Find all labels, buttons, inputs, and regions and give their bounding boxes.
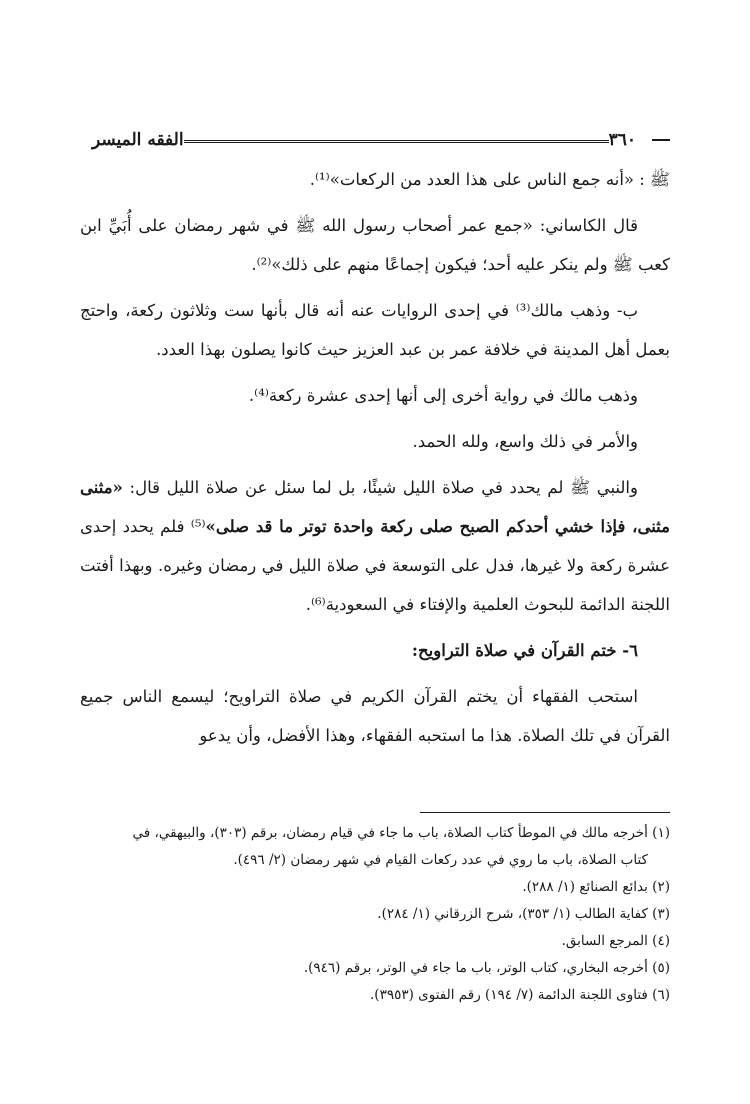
footnote-5: (٥) أخرجه البخاري، كتاب الوتر، باب ما جاء في الوتر، برقم (٩٤٦).: [303, 960, 670, 976]
footnote-separator: [420, 812, 670, 813]
footnote-6: (٦) فتاوى اللجنة الدائمة (٧/ ١٩٤) رقم الفتوى (٣٩٥٣).: [370, 987, 670, 1003]
main-text: [80, 160, 670, 762]
hadith-quote: «مثنى مثنى، فإذا خشي أحدكم الصبح صلى ركعة واحدة توتر ما قد صلى»: [80, 478, 671, 536]
paragraph-text: ⁽⁵⁾ فلم يحدد إحدى عشرة ركعة ولا غيرها، فدل على التوسعة في صلاة الليل في رمضان وغيره. وبهذا أفتت اللجنة الدائمة للبحوث العلمية والإفتاء في السعودية⁽⁶⁾.: [80, 517, 670, 614]
paragraph: وذهب مالك في رواية أخرى إلى أنها إحدى عشرة ركعة⁽⁴⁾.: [248, 386, 638, 405]
footnote-1: (١) أخرجه مالك في الموطأ كتاب الصلاة، باب ما جاء في قيام رمضان، برقم (٣٠٣)، والبيهقي، في: [132, 825, 670, 841]
footnote-2: (٢) بدائع الصنائع (١/ ٢٨٨).: [522, 879, 670, 895]
paragraph: ب- وذهب مالك⁽³⁾ في إحدى الروايات عنه أنه قال بأنها ست وثلاثون ركعة، واحتج بعمل أهل المدينة في خلافة عمر بن عبد العزيز حيث كانوا يصلون بهذا العدد.: [80, 301, 670, 359]
header-rule: [184, 140, 609, 143]
footnote-4: (٤) المرجع السابق.: [561, 933, 670, 949]
header-rule-tail: [652, 139, 670, 141]
running-header: [80, 125, 670, 155]
section-heading: ٦- ختم القرآن في صلاة التراويح:: [411, 641, 638, 660]
book-title: الفقه الميسر: [92, 130, 184, 150]
paragraph: ﷺ : «أنه جمع الناس على هذا العدد من الركعات»⁽¹⁾.: [309, 170, 670, 189]
paragraph: والأمر في ذلك واسع، ولله الحمد.: [412, 432, 638, 451]
paragraph: [80, 468, 670, 624]
page-number: ٣٦٠: [608, 130, 636, 150]
footnotes: [80, 820, 670, 1009]
footnote-1-continued: كتاب الصلاة، باب ما روي في عدد ركعات القيام في شهر رمضان (٢/ ٤٩٦).: [233, 852, 648, 868]
paragraph-text: والنبي ﷺ لم يحدد في صلاة الليل شيئًا، بل لما سئل عن صلاة الليل قال:: [122, 478, 638, 497]
paragraph: استحب الفقهاء أن يختم القرآن الكريم في صلاة التراويح؛ ليسمع الناس جميع القرآن في تلك الصلاة. هذا ما استحبه الفقهاء، وهذا الأفضل، وأن يدعو: [80, 687, 670, 745]
footnote-3: (٣) كفاية الطالب (١/ ٣٥٣)، شرح الزرقاني (١/ ٢٨٤).: [377, 906, 670, 922]
paragraph: قال الكاساني: «جمع عمر أصحاب رسول الله ﷺ في شهر رمضان على أُبَيِّ ابن كعب ﷺ ولم ينكر عليه أحد؛ فيكون إجماعًا منهم على ذلك»⁽²⁾.: [80, 216, 670, 274]
